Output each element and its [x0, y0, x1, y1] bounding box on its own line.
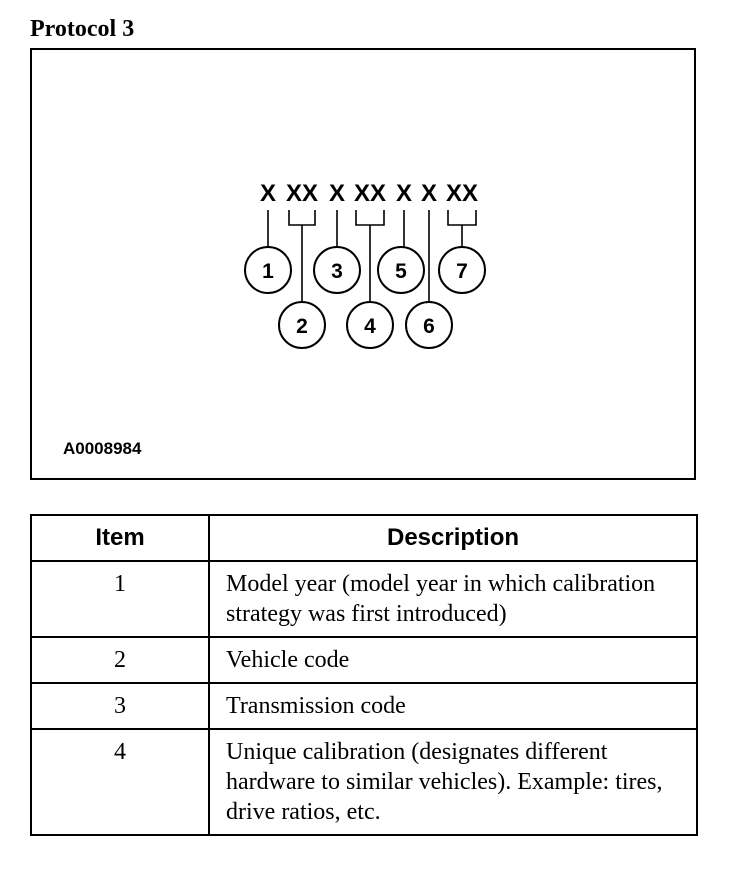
description-cell: Unique calibration (designates different hardware to similar vehicles). Example: tires, drive ratios, etc. — [209, 729, 697, 835]
bracket-7 — [448, 210, 476, 225]
code-group-1: X — [259, 180, 277, 207]
table-row — [31, 683, 697, 729]
header-item: Item — [31, 515, 209, 561]
table-header-row — [31, 515, 697, 561]
table-row — [31, 561, 697, 637]
code-group-6: X — [420, 180, 438, 207]
code-group-4: XX — [353, 180, 387, 207]
code-diagram — [32, 50, 698, 482]
callout-number-5: 5 — [395, 260, 407, 283]
item-cell: 4 — [31, 729, 209, 835]
code-group-2: XX — [285, 180, 319, 207]
description-cell: Vehicle code — [209, 637, 697, 683]
description-cell: Model year (model year in which calibration strategy was first introduced) — [209, 561, 697, 637]
code-group-7: XX — [445, 180, 479, 207]
table-row — [31, 729, 697, 835]
page-title: Protocol 3 — [30, 16, 135, 42]
code-group-5: X — [395, 180, 413, 207]
callout-number-4: 4 — [364, 315, 376, 338]
callout-number-2: 2 — [296, 315, 308, 338]
callout-number-1: 1 — [262, 260, 274, 283]
callout-number-6: 6 — [423, 315, 435, 338]
description-cell: Transmission code — [209, 683, 697, 729]
figure-id: A0008984 — [63, 439, 142, 458]
bracket-4 — [356, 210, 384, 225]
header-description: Description — [209, 515, 697, 561]
callout-number-3: 3 — [331, 260, 343, 283]
table-row — [31, 637, 697, 683]
item-cell: 3 — [31, 683, 209, 729]
description-table — [30, 514, 698, 836]
bracket-2 — [289, 210, 315, 225]
code-diagram-figure — [30, 48, 696, 480]
code-group-3: X — [328, 180, 346, 207]
item-cell: 2 — [31, 637, 209, 683]
item-cell: 1 — [31, 561, 209, 637]
callout-number-7: 7 — [456, 260, 468, 283]
